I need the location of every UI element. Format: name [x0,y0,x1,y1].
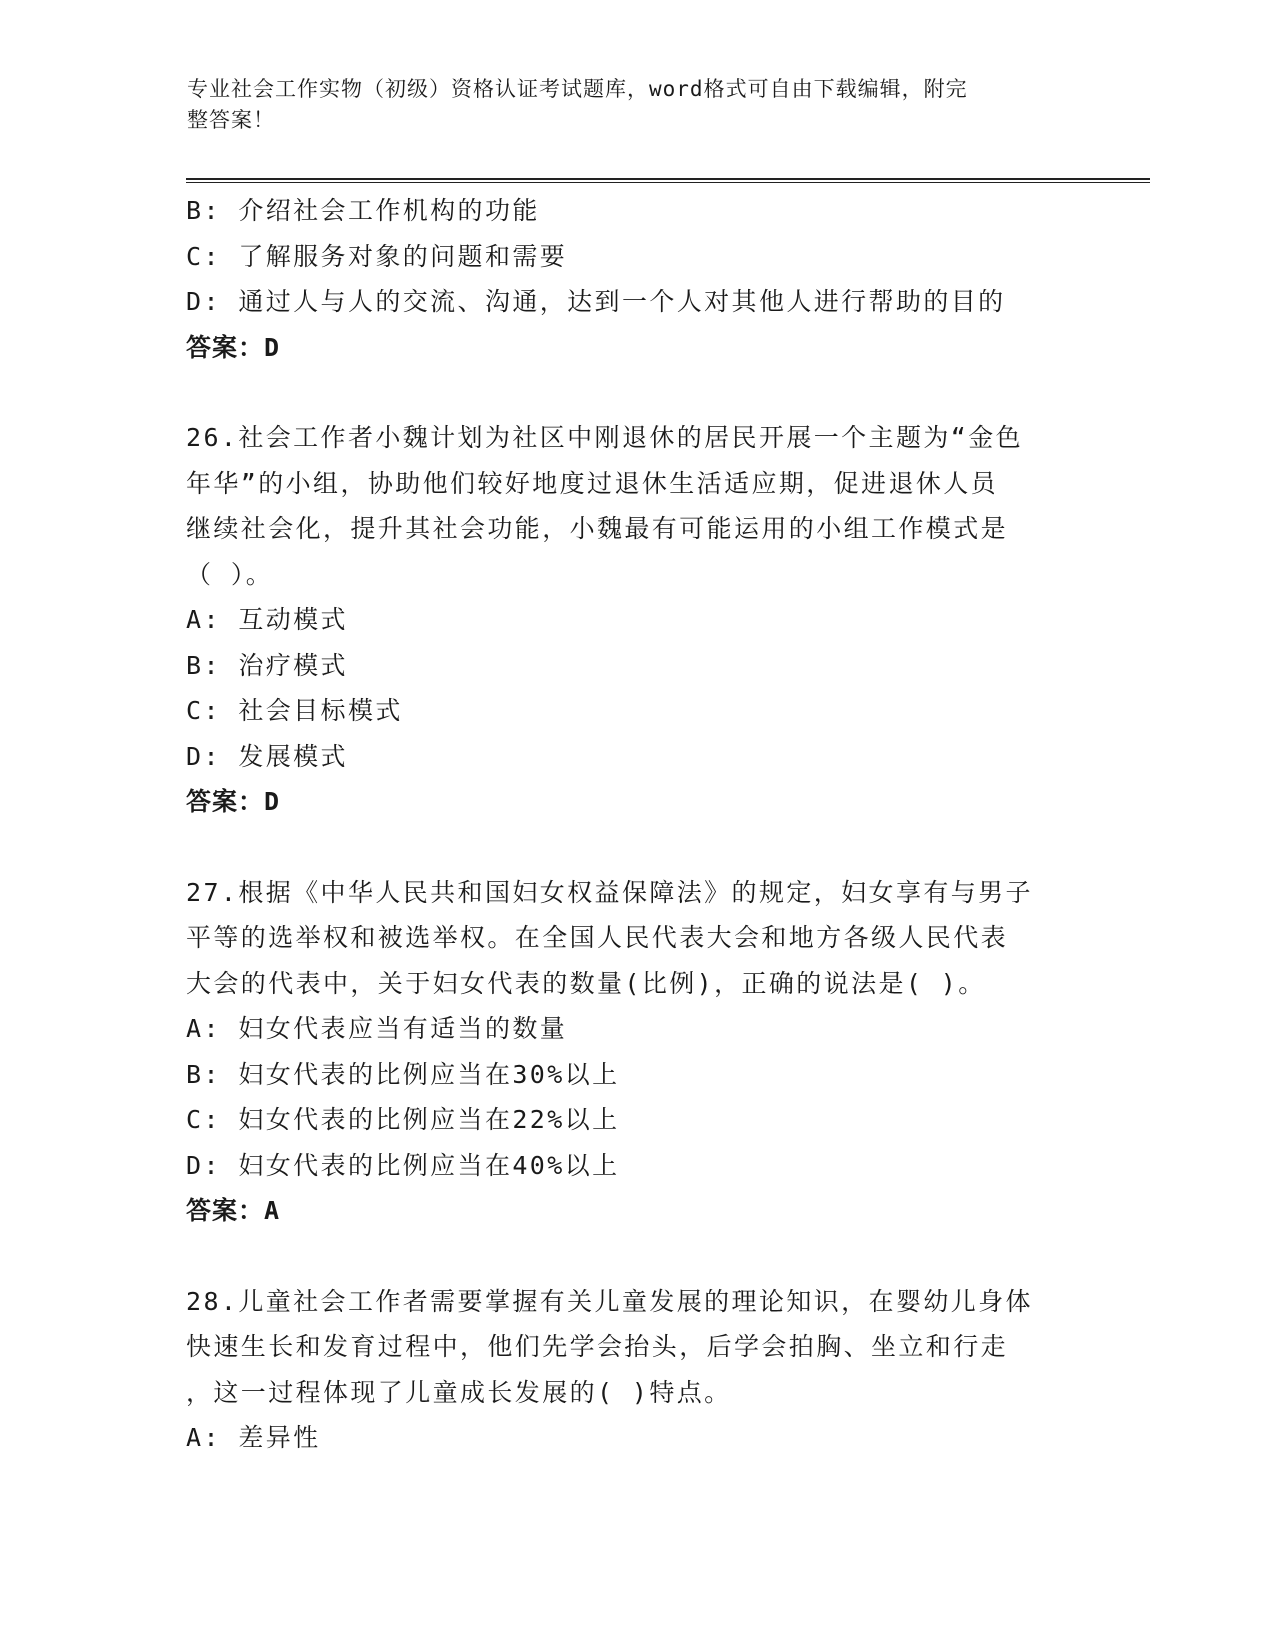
question-28 [186,1279,1086,1461]
header-rule-thin [186,182,1150,183]
question-text-line: 年华”的小组，协助他们较好地度过退休生活适应期，促进退休人员 [186,468,999,498]
option-a: A: 差异性 [186,1423,321,1452]
page-header [187,74,1067,136]
answer-text: 答案：D [186,787,281,816]
answer-text: 答案：D [186,332,281,362]
question-27 [186,870,1086,1234]
question-25-tail [186,188,1086,370]
question-gap [186,1234,1086,1279]
question-text-line: 继续社会化，提升其社会功能，小魏最有可能运用的小组工作模式是 [186,514,1009,543]
option-d: D: 发展模式 [186,741,348,771]
question-text-line: （ ）。 [186,559,274,589]
option-b: B: 介绍社会工作机构的功能 [186,196,540,225]
question-text-line: 平等的选举权和被选举权。在全国人民代表大会和地方各级人民代表 [186,923,1009,952]
question-26 [186,415,1086,825]
option-b: B: 妇女代表的比例应当在30%以上 [186,1059,620,1089]
question-gap [186,825,1086,870]
option-c: C: 妇女代表的比例应当在22%以上 [186,1105,620,1134]
option-d: D: 通过人与人的交流、沟通，达到一个人对其他人进行帮助的目的 [186,287,1006,316]
question-text-line: 26.社会工作者小魏计划为社区中刚退休的居民开展一个主题为“金色 [186,423,1024,452]
question-text-line: 大会的代表中，关于妇女代表的数量(比例)，正确的说法是( )。 [186,968,986,998]
option-d: D: 妇女代表的比例应当在40%以上 [186,1150,620,1180]
question-text-line: 28.儿童社会工作者需要掌握有关儿童发展的理论知识，在婴幼儿身体 [186,1286,1033,1316]
question-gap [186,370,1086,415]
question-text-line: ，这一过程体现了儿童成长发展的( )特点。 [186,1377,732,1407]
option-c: C: 了解服务对象的问题和需要 [186,241,568,271]
answer-text: 答案：A [186,1196,281,1225]
question-text-line: 快速生长和发育过程中，他们先学会抬头，后学会拍胸、坐立和行走 [186,1332,1009,1361]
document-body [186,188,1086,1461]
header-line-2: 整答案！ [187,108,275,132]
option-a: A: 妇女代表应当有适当的数量 [186,1014,568,1043]
option-a: A: 互动模式 [186,605,348,634]
option-b: B: 治疗模式 [186,650,348,680]
header-rule-thick [186,178,1150,180]
question-text-line: 27.根据《中华人民共和国妇女权益保障法》的规定，妇女享有与男子 [186,877,1033,907]
header-line-1: 专业社会工作实物（初级）资格认证考试题库，word格式可自由下载编辑，附完 [187,77,968,101]
option-c: C: 社会目标模式 [186,696,403,725]
